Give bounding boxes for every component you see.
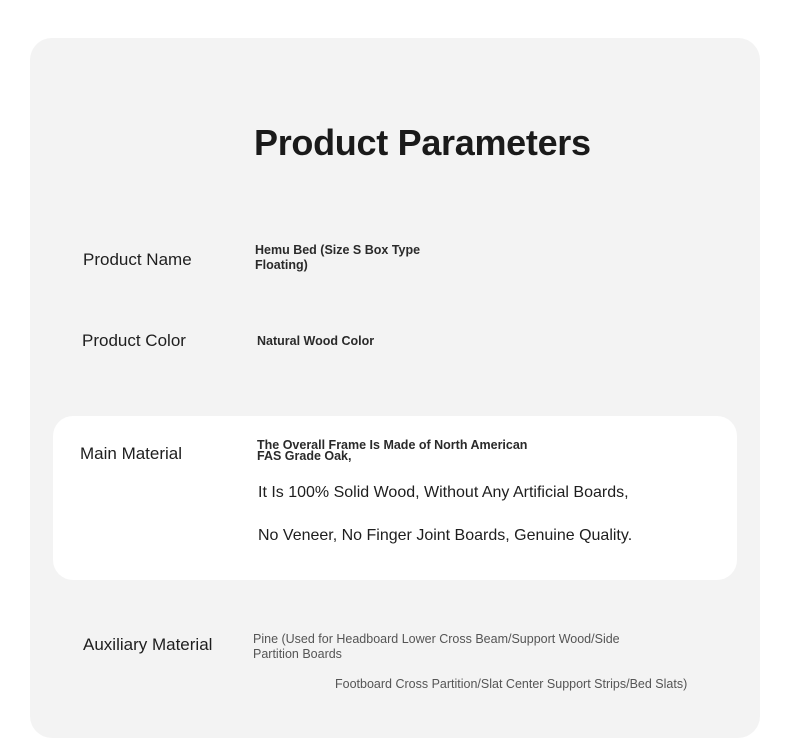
page-title: Product Parameters [254, 122, 591, 163]
main-material-value-line4: No Veneer, No Finger Joint Boards, Genuine Quality. [258, 527, 633, 544]
auxiliary-material-value-line1: Pine (Used for Headboard Lower Cross Beam/Support Wood/Side [253, 632, 620, 646]
auxiliary-material-value [253, 632, 620, 662]
auxiliary-material-value-line3: Footboard Cross Partition/Slat Center Support Strips/Bed Slats) [335, 677, 688, 691]
main-material-value-line3: It Is 100% Solid Wood, Without Any Artificial Boards, [258, 484, 629, 501]
product-name-value-line1: Hemu Bed (Size S Box Type [255, 243, 421, 257]
product-name-value [255, 243, 420, 273]
product-color-value: Natural Wood Color [257, 334, 375, 348]
product-color-label: Product Color [82, 331, 186, 350]
main-material-value-line1: The Overall Frame Is Made of North American [257, 438, 528, 452]
product-name-label: Product Name [83, 250, 192, 269]
product-name-value-line2: Floating) [255, 258, 308, 272]
main-material-label: Main Material [80, 444, 183, 463]
main-material-value-top [257, 440, 527, 462]
auxiliary-material-value-line2: Partition Boards [253, 647, 342, 661]
auxiliary-material-label: Auxiliary Material [83, 635, 213, 654]
main-material-value-line2: FAS Grade Oak, [257, 449, 352, 463]
